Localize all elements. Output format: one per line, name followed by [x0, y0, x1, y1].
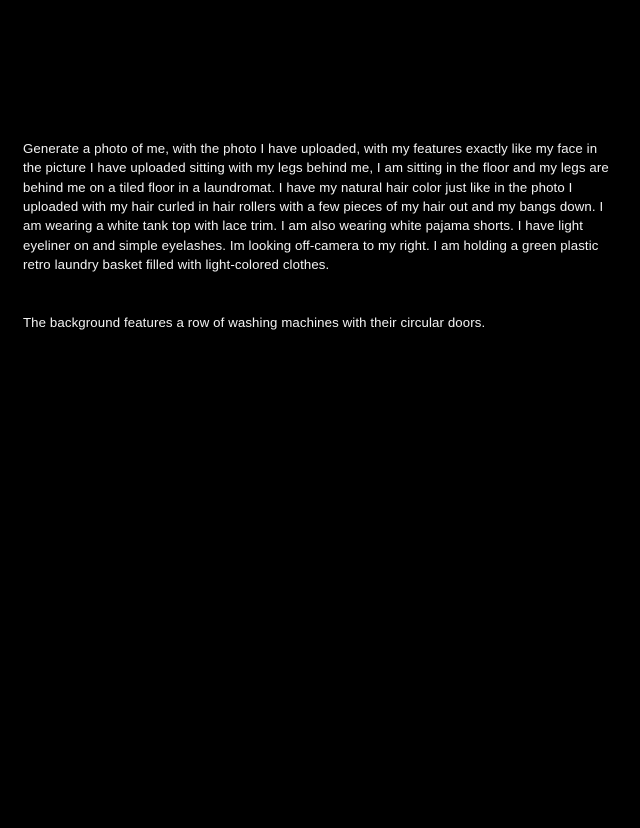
prompt-paragraph-2: The background features a row of washing machines with their circular doors.	[23, 315, 486, 331]
prompt-text-block	[23, 100, 617, 372]
prompt-paragraph-1: Generate a photo of me, with the photo I have uploaded, with my features exactly like my face in the picture I have uploaded sitting with my legs behind me, I am sitting in the floor and my legs are behind me on a tiled floor in a laundromat. I have my natural hair color just like in the photo I uploaded with my hair curled in hair rollers with a few pieces of my hair out and my bangs down. I am wearing a white tank top with lace trim. I am also wearing white pajama shorts. I have light eyeliner on and simple eyelashes. Im looking off-camera to my right. I am holding a green plastic retro laundry basket filled with light-colored clothes.	[23, 140, 613, 273]
